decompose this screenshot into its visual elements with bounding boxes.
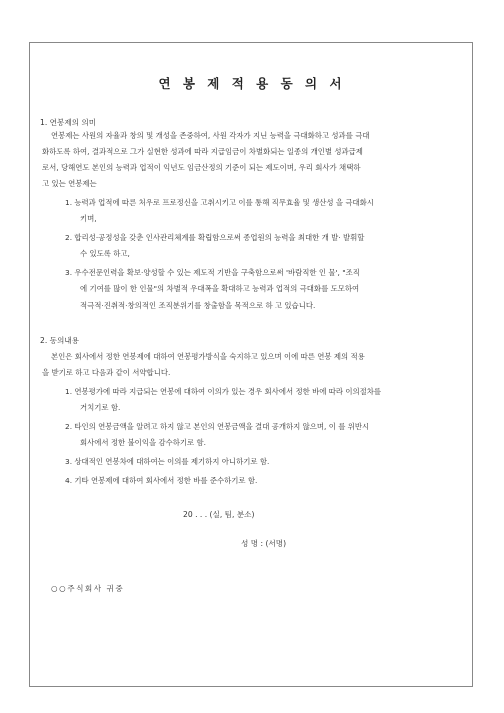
section1-item-3: 3. 우수전문인력을 확보·양성할 수 있는 제도적 기반을 구축함으로써 '바람직한 인 물', "조직 — [65, 268, 360, 277]
section2-intro-line: 을 받기로 하고 다음과 같이 서약합니다. — [42, 368, 171, 377]
section2-item-2-cont: 회사에서 정한 불이익을 감수하기로 함. — [80, 438, 206, 447]
section1-item-3-cont: 에 기여를 많이 한 인물"의 차별적 우대폭을 확대하고 능력과 업적의 극대화를 도모하여 — [80, 284, 360, 293]
section1-item-1-cont: 키며, — [80, 214, 97, 223]
signature-line: 성 명 : (서명) — [241, 539, 287, 548]
section1-intro-line: 로서, 당해연도 본인의 능력과 업적이 익년도 임금산정의 기준이 되는 제도이며, 우리 회사가 채택하 — [42, 163, 361, 172]
section2-item-4: 4. 기타 연봉제에 대하여 회사에서 정한 바를 준수하기로 함. — [65, 476, 258, 485]
section2-item-3: 3. 상대적인 연봉차에 대하여는 이의를 제기하지 아니하기로 함. — [65, 457, 270, 466]
section2-heading: 2. 동의내용 — [40, 336, 80, 345]
section1-item-3-cont: 적극적·진취적·창의적인 조직분위기를 창출함을 목적으로 하 고 있습니다. — [80, 301, 316, 310]
document-title: 연 봉 제 적 용 동 의 서 — [158, 76, 346, 91]
section1-item-2: 2. 합리성·공정성을 갖춘 인사관리체계를 확립함으로써 종업원의 능력을 최대한 개 발· 발휘할 — [65, 233, 365, 242]
date-line: 20 . . . (실, 팀, 분소) — [183, 510, 255, 519]
recipient-line: ○○주식회사 귀중 — [51, 584, 125, 593]
section1-intro-line: 화하도록 하여, 결과적으로 그가 실현한 성과에 따라 지급임금이 차별화되는 일종의 개인별 성과급제 — [42, 147, 363, 156]
section1-intro-line: 연봉제는 사원의 자율과 창의 및 개성을 존중하여, 사원 각자가 지닌 능력을 극대화하고 성과를 극대 — [51, 131, 370, 140]
section1-heading: 1. 연봉제의 의미 — [40, 118, 97, 127]
section2-item-1: 1. 연봉평가에 따라 지급되는 연봉에 대하여 이의가 있는 경우 회사에서 정한 바에 따라 이의절차를 — [65, 387, 382, 396]
section1-intro-line: 고 있는 연봉제는 — [42, 179, 97, 188]
section1-item-1: 1. 능력과 업적에 따른 처우로 프로정신을 고취시키고 이를 통해 직무효율 및 생산성 을 극대화시 — [65, 198, 374, 207]
section1-item-2-cont: 수 있도록 하고, — [80, 249, 130, 258]
section2-item-1-cont: 거치기로 함. — [80, 403, 121, 412]
section2-intro-line: 본인은 회사에서 정한 연봉제에 대하여 연봉평가방식을 숙지하고 있으며 이에 따른 연봉 제의 적용 — [51, 352, 365, 361]
section2-item-2: 2. 타인의 연봉금액을 알려고 하지 않고 본인의 연봉금액을 결대 공개하지 않으며, 이 를 위반시 — [65, 422, 370, 431]
